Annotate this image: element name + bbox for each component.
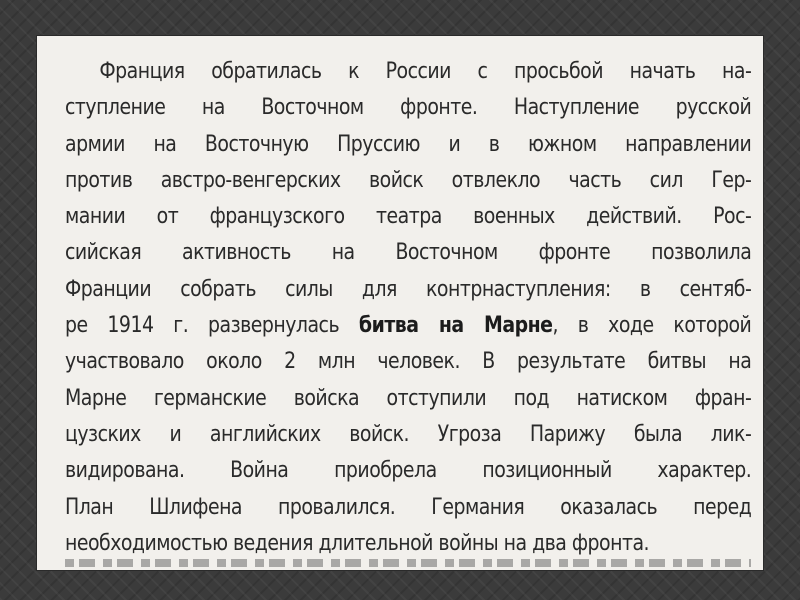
bold-term-battle-of-marne: битва на Марне xyxy=(358,313,553,339)
text-line-13: План Шлифена провалился. Германия оказалась перед xyxy=(65,494,752,520)
cut-off-text-fragment xyxy=(65,559,751,570)
text-line-10: Марне германские войска отступили под натиском фран- xyxy=(65,385,752,411)
text-line-7: Франции собрать силы для контрнаступления: в сентяб- xyxy=(65,276,752,302)
text-line-8 xyxy=(65,308,751,344)
scanned-page xyxy=(37,36,763,570)
text-line-11: цузских и английских войск. Угроза Парижу была лик- xyxy=(65,421,752,447)
text-line-2: ступление на Восточном фронте. Наступление русской xyxy=(65,95,752,121)
text-line-8-end: , в ходе которой xyxy=(552,313,752,339)
text-line-12: видирована. Война приобрела позиционный характер. xyxy=(65,458,752,484)
text-line-1: Франция обратилась к России с просьбой начать на- xyxy=(99,59,752,84)
text-line-4: против австро-венгерских войск отвлекло часть сил Гер- xyxy=(65,167,752,193)
paragraph xyxy=(65,54,751,562)
text-line-6: сийская активность на Восточном фронте позволила xyxy=(65,240,752,266)
cut-off-text-line xyxy=(65,559,751,570)
text-line-14: необходимостью ведения длительной войны на два фронта. xyxy=(65,530,650,556)
text-line-3: армии на Восточную Пруссию и в южном направлении xyxy=(65,131,752,157)
text-line-5: мании от французского театра военных действий. Рос- xyxy=(65,204,752,230)
text-line-8-start: ре 1914 г. развернулась xyxy=(65,313,359,339)
text-line-9: участвовало около 2 млн человек. В результате битвы на xyxy=(65,349,752,375)
